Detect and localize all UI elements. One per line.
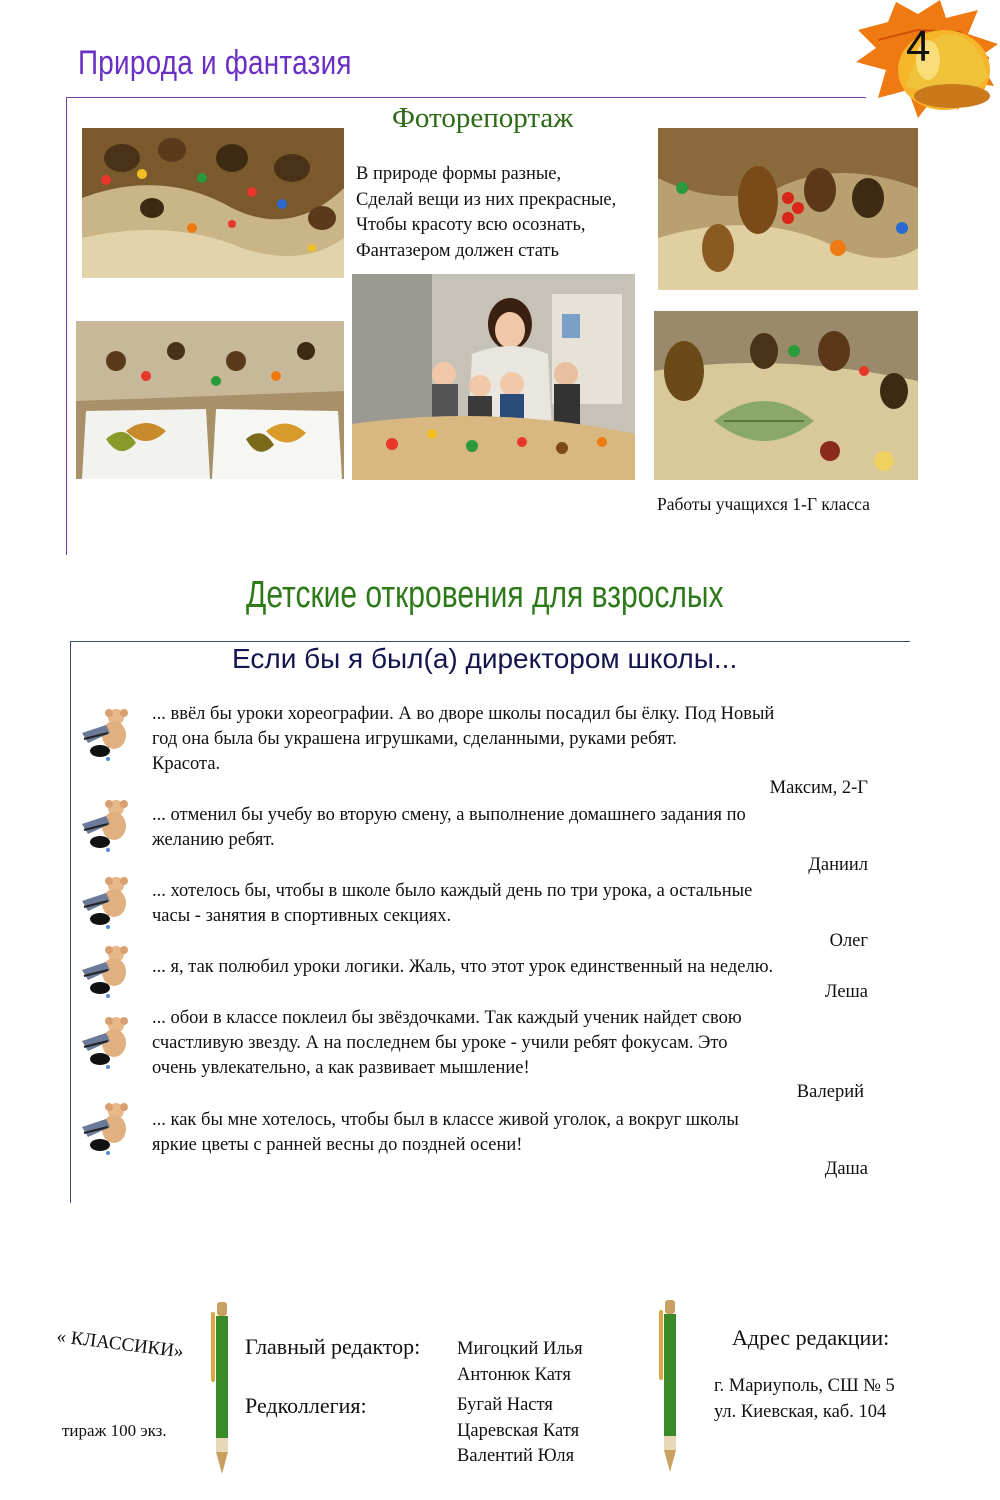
board-member-name: Царевская Катя — [457, 1420, 580, 1441]
address-line: ул. Киевская, каб. 104 — [714, 1402, 887, 1422]
quote-line: ... как бы мне хотелось, чтобы был в классе живой уголок, а вокруг школы — [152, 1110, 739, 1130]
chief-editors-list — [457, 1337, 583, 1388]
poem-line: В природе формы разные, — [356, 164, 562, 184]
photo-section-left-rule — [66, 97, 67, 555]
quote-text — [152, 879, 868, 929]
newspaper-name: « КЛАССИКИ» — [55, 1326, 185, 1363]
quote-text — [152, 702, 868, 777]
quote-line: ... отменил бы учебу во вторую смену, а выполнение домашнего задания по — [152, 805, 746, 825]
page-number: 4 — [906, 22, 931, 71]
quotes-box-top-rule — [70, 641, 910, 642]
quote-text — [152, 803, 868, 853]
photo-report-title: Фоторепортаж — [392, 102, 574, 134]
revelations-title: Детские откровения для взрослых — [246, 574, 724, 616]
quote-line: часы - занятия в спортивных секциях. — [152, 906, 452, 926]
photo-teacher-with-students — [352, 274, 635, 480]
board-member-name: Валентий Юля — [457, 1446, 575, 1466]
quotes-box-left-rule — [70, 641, 71, 1203]
quote-line: ... я, так полюбил уроки логики. Жаль, что этот урок единственный на неделю. — [152, 957, 774, 977]
quote-line: ... ввёл бы уроки хореографии. А во дворе школы посадил бы ёлку. Под Новый — [152, 704, 775, 724]
director-question-title: Если бы я был(а) директором школы... — [232, 643, 738, 674]
editor-name: Антонюк Катя — [457, 1364, 571, 1385]
poem — [356, 162, 616, 264]
quote-line: Красота. — [152, 754, 221, 774]
teddy-bear-icon — [78, 1011, 140, 1073]
quote-author: Леша — [824, 982, 868, 1002]
board-member-name: Бугай Настя — [457, 1395, 553, 1415]
teddy-bear-icon — [78, 1097, 140, 1159]
quote-line: яркие цветы с ранней весны до поздней осени! — [152, 1135, 523, 1155]
pen-icon — [656, 1300, 684, 1472]
teddy-bear-icon — [78, 794, 140, 856]
header-rule — [66, 97, 866, 98]
pen-icon — [208, 1302, 236, 1474]
section-title: Природа и фантазия — [78, 44, 352, 82]
quote-author: Олег — [829, 931, 868, 951]
teddy-bear-icon — [78, 940, 140, 1002]
circulation: тираж 100 экз. — [62, 1421, 167, 1440]
quote-line: желанию ребят. — [152, 830, 275, 850]
poem-line: Чтобы красоту всю осознать, — [356, 215, 586, 235]
address-line: г. Мариуполь, СШ № 5 — [714, 1376, 895, 1396]
photo-caption: Работы учащихся 1-Г класса — [657, 494, 870, 514]
chief-editor-label: Главный редактор: — [245, 1334, 421, 1359]
editorial-board-label: Редколлегия: — [245, 1393, 367, 1418]
quote-text — [152, 955, 868, 980]
poem-line: Фантазером должен стать — [356, 240, 559, 261]
quote-text — [152, 1108, 868, 1158]
quote-line: очень увлекательно, а как развивает мышление! — [152, 1058, 530, 1078]
quote-author: Даша — [824, 1159, 868, 1179]
quote-line: ... хотелось бы, чтобы в школе было каждый день по три урока, а остальные — [152, 881, 753, 901]
quote-line: ... обои в классе поклеил бы звёздочками. Так каждый ученик найдет свою — [152, 1008, 742, 1028]
photo-herbarium — [76, 321, 344, 479]
editorial-address — [714, 1373, 895, 1425]
quote-author: Валерий — [796, 1082, 864, 1102]
editorial-board-list — [457, 1393, 579, 1470]
editor-name: Мигоцкий Илья — [457, 1339, 583, 1359]
photo-crafts-bottom-right — [654, 311, 918, 480]
photo-crafts-top-right — [658, 128, 918, 290]
teddy-bear-icon — [78, 871, 140, 933]
address-label: Адрес редакции: — [732, 1325, 890, 1350]
quote-line: год она была бы украшена игрушками, сделанными, руками ребят. — [152, 729, 677, 749]
quote-line: счастливую звезду. А на последнем бы уроке - учили ребят фокусам. Это — [152, 1033, 728, 1053]
photo-crafts-top-left — [82, 128, 344, 278]
quote-author: Даниил — [808, 855, 868, 875]
teddy-bear-icon — [78, 703, 140, 765]
quote-text — [152, 1006, 868, 1081]
quote-author: Максим, 2-Г — [769, 778, 868, 798]
poem-line: Сделай вещи из них прекрасные, — [356, 189, 617, 210]
